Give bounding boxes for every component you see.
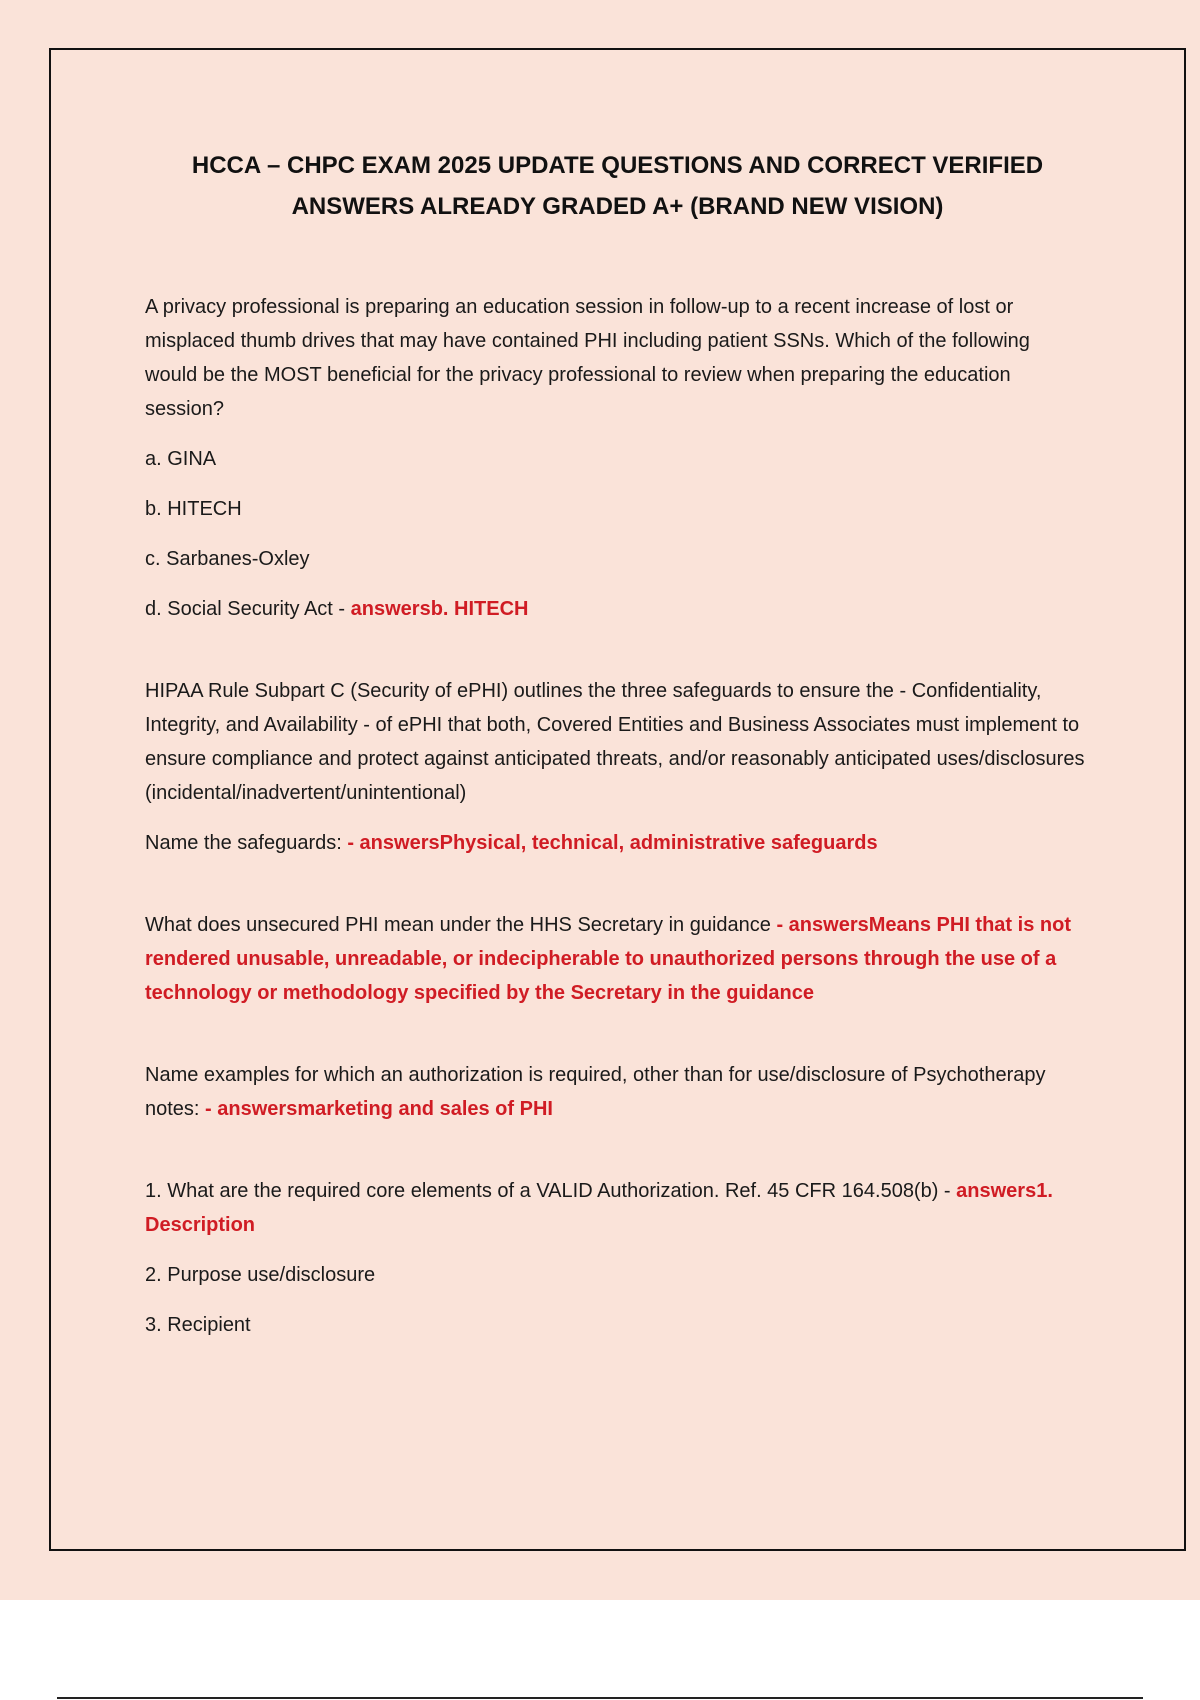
- question-4: [145, 1058, 1085, 1126]
- footer-divider: [57, 1697, 1143, 1699]
- question-5-item-3: 3. Recipient: [145, 1314, 251, 1336]
- document-body: [145, 290, 1085, 1358]
- option-d-text: d. Social Security Act: [145, 598, 333, 620]
- question-3: [145, 908, 1085, 1010]
- question-1-option-a: a. GINA: [145, 448, 217, 470]
- question-2-stem: HIPAA Rule Subpart C (Security of ePHI) outlines the three safeguards to ensure the - Confidentiality, Integrity, and Availability - of ePHI that both, Covered Entities and Business Associates must implement to ensure compliance and protect against anticipated threats, and/or reasonably anticipated uses/disclosures (incidental/inadvertent/unintentional): [145, 680, 1085, 804]
- question-3-answer: - answersMeans PHI that is not rendered unusable, unreadable, or indecipherable to unauthorized persons through the use of a technology or methodology specified by the Secretary in the guidance: [145, 914, 1071, 1004]
- question-2-prompt: Name the safeguards:: [145, 832, 348, 854]
- question-3-stem: What does unsecured PHI mean under the HHS Secretary in guidance: [145, 914, 777, 936]
- answer-separator: -: [332, 598, 351, 620]
- question-1-option-b: b. HITECH: [145, 498, 242, 520]
- question-1-option-d: [145, 592, 1085, 626]
- question-5-answer: answers1. Description: [145, 1180, 1053, 1236]
- document-title: [49, 145, 1186, 227]
- question-5-stem: 1. What are the required core elements of a VALID Authorization. Ref. 45 CFR 164.508(b) -: [145, 1180, 957, 1202]
- question-1-stem: A privacy professional is preparing an education session in follow-up to a recent increase of lost or misplaced thumb drives that may have contained PHI including patient SSNs. Which of the following would be the MOST beneficial for the privacy professional to review when preparing the education session?: [145, 296, 1030, 420]
- question-1-answer: answersb. HITECH: [350, 598, 529, 620]
- question-2-answer: - answersPhysical, technical, administrative safeguards: [347, 832, 878, 854]
- question-5: [145, 1174, 1085, 1242]
- question-1-option-c: c. Sarbanes-Oxley: [145, 548, 310, 570]
- title-line-1: HCCA – CHPC EXAM 2025 UPDATE QUESTIONS AND CORRECT VERIFIED: [191, 152, 1044, 179]
- question-4-answer: - answersmarketing and sales of PHI: [205, 1098, 553, 1120]
- question-2-prompt-line: [145, 826, 1085, 860]
- title-line-2: ANSWERS ALREADY GRADED A+ (BRAND NEW VISION): [291, 193, 944, 220]
- question-5-item-2: 2. Purpose use/disclosure: [145, 1264, 376, 1286]
- question-4-stem: Name examples for which an authorization is required, other than for use/disclosure of Psychotherapy notes:: [145, 1064, 1046, 1120]
